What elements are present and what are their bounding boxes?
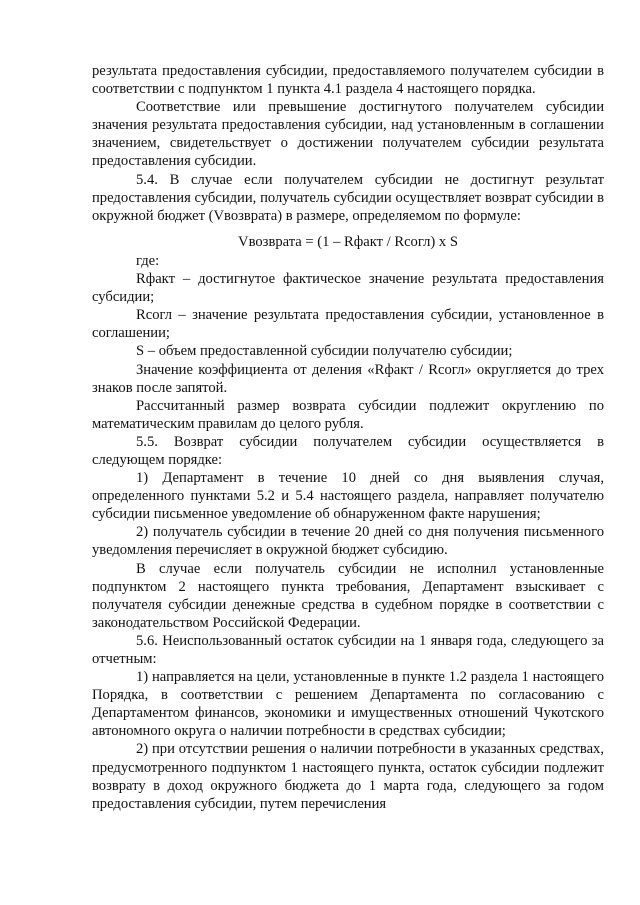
paragraph-refund-rounding: Рассчитанный размер возврата субсидии подлежит округлению по математическим правилам до целого рубля. <box>92 397 604 432</box>
list-item-5-6-1: 1) направляется на цели, установленные в пункте 1.2 раздела 1 настоящего Порядка, в соответствии с решением Департамента по согласованию с Департаментом финансов, экономики и имущественных отношений Чукотского автономного округа о наличии потребности в средствах субсидии; <box>92 669 604 740</box>
list-item-5-6-2: 2) при отсутствии решения о наличии потребности в указанных средствах, предусмотренного подпунктом 1 настоящего пункта, остаток субсидии подлежит возврату в доход окружного бюджета до 1 марта года, следующего за годом предоставления субсидии, путем перечисления <box>92 741 604 812</box>
list-item-5-5-1: 1) Департамент в течение 10 дней со дня выявления случая, определенного пунктами 5.2 и 5.4 настоящего раздела, направляет получателю субсидии письменное уведомление об обнаруженном факте нарушения; <box>92 470 604 523</box>
paragraph-compliance: Соответствие или превышение достигнутого получателем субсидии значения результата предоставления субсидии, над установленным в соглашении значением, свидетельствует о достижении получателем субсидии результата предоставления субсидии. <box>92 99 604 170</box>
paragraph-continuation: результата предоставления субсидии, предоставляемого получателем субсидии в соответствии с подпунктом 1 пункта 4.1 раздела 4 настоящего порядка. <box>92 63 604 98</box>
document-body <box>92 62 604 813</box>
paragraph-where: где: <box>136 252 160 269</box>
definition-s: S – объем предоставленной субсидии получателю субсидии; <box>136 343 513 360</box>
list-item-5-5-2: 2) получатель субсидии в течение 20 дней со дня получения письменного уведомления перечисляет в окружной бюджет субсидию. <box>92 524 604 559</box>
paragraph-5-6: 5.6. Неиспользованный остаток субсидии на 1 января года, следующего за отчетным: <box>92 632 604 667</box>
paragraph-coefficient-rounding: Значение коэффициента от деления «Rфакт / Rсогл» округляется до трех знаков после запятой. <box>92 361 604 396</box>
paragraph-5-4: 5.4. В случае если получателем субсидии не достигнут результат предоставления субсидии, получатель субсидии осуществляет возврат субсидии в окружной бюджет (Vвозврата) в размере, определяемом по формуле: <box>92 171 604 224</box>
paragraph-recovery: В случае если получатель субсидии не исполнил установленные подпунктом 2 настоящего пункта требования, Департамент взыскивает с получателя субсидии денежные средства в судебном порядке в соответствии с законодательством Российской Федерации. <box>92 560 604 631</box>
refund-formula: Vвозврата = (1 – Rфакт / Rсогл) x S <box>238 233 458 250</box>
definition-rsogl: Rсогл – значение результата предоставления субсидии, установленное в соглашении; <box>92 307 604 342</box>
paragraph-5-5: 5.5. Возврат субсидии получателем субсидии осуществляется в следующем порядке: <box>92 433 604 468</box>
definition-rfact: Rфакт – достигнутое фактическое значение результата предоставления субсидии; <box>92 271 604 306</box>
